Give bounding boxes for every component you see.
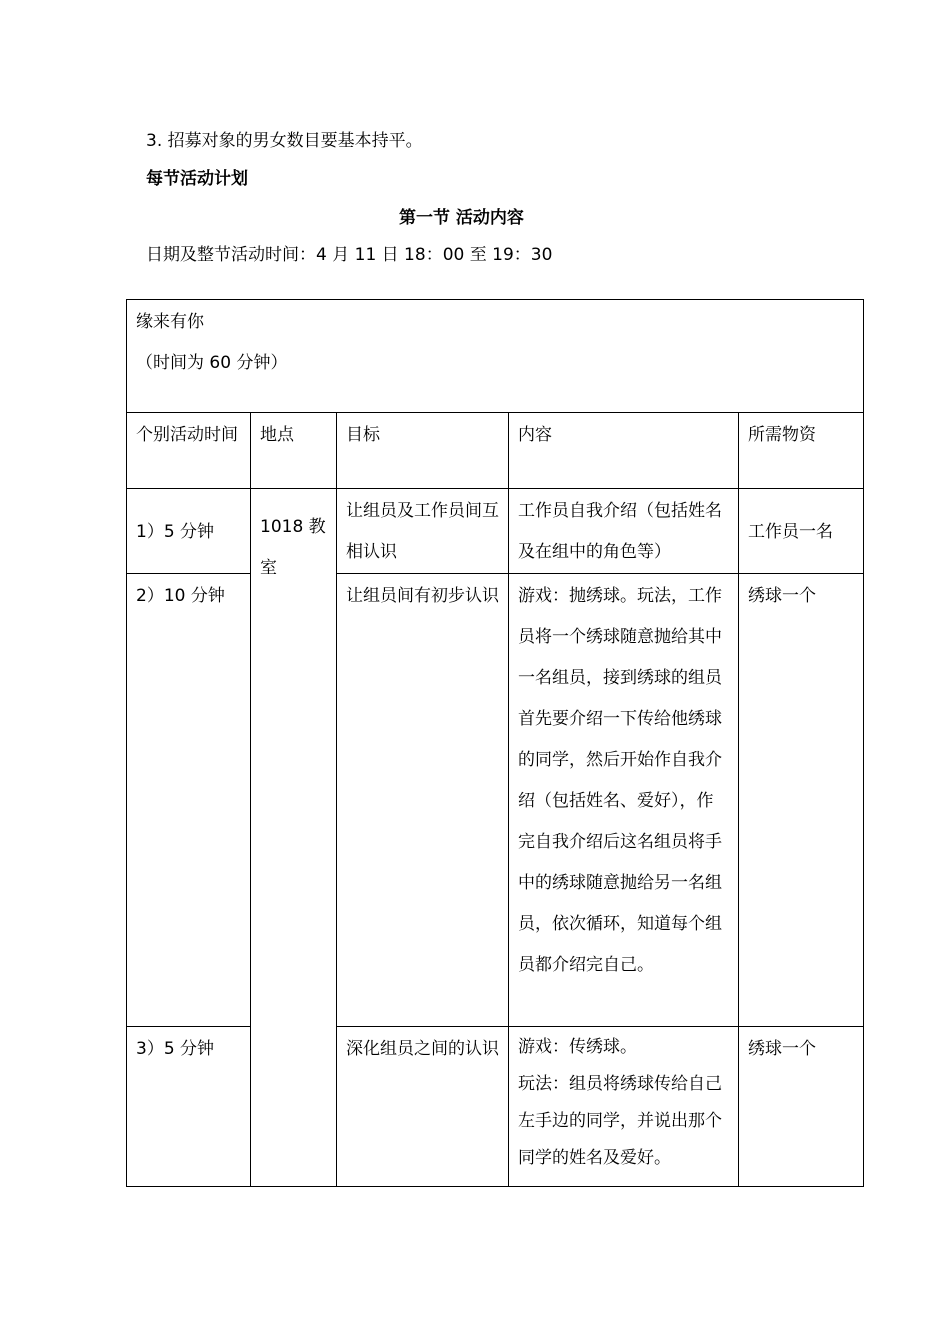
location-cell (251, 489, 337, 1187)
activity-plan-table (126, 299, 864, 1187)
row-time: 1）5 分钟 (127, 489, 251, 574)
col-header-content: 内容 (509, 413, 739, 489)
session-datetime: 日期及整节活动时间：4 月 11 日 18：00 至 19：30 (146, 245, 553, 265)
col-header-materials: 所需物资 (739, 413, 864, 489)
row-time: 2）10 分钟 (127, 574, 251, 1027)
activity-duration: （时间为 60 分钟） (136, 353, 288, 373)
activity-title: 缘来有你 (136, 312, 204, 332)
table-title-cell (127, 300, 864, 413)
table-header-row (127, 413, 864, 489)
col-header-location: 地点 (251, 413, 337, 489)
row-materials: 工作员一名 (739, 489, 864, 574)
row-goal: 深化组员之间的认识 (337, 1027, 509, 1187)
table-row (127, 574, 864, 1027)
row-materials: 绣球一个 (739, 1027, 864, 1187)
section-heading: 每节活动计划 (146, 169, 248, 189)
table-row (127, 489, 864, 574)
list-item-3: 3. 招募对象的男女数目要基本持平。 (146, 131, 423, 151)
row-materials: 绣球一个 (739, 574, 864, 1027)
table-title-row (127, 300, 864, 413)
row-goal: 让组员间有初步认识 (337, 574, 509, 1027)
row-content-cell (509, 1027, 739, 1187)
col-header-goal: 目标 (337, 413, 509, 489)
row-content-line1: 游戏：传绣球。 (518, 1037, 637, 1057)
session-title: 第一节 活动内容 (399, 208, 524, 228)
location-text: 1018 教室 (260, 517, 326, 578)
row-content: 工作员自我介绍（包括姓名及在组中的角色等） (509, 489, 739, 574)
col-header-time: 个别活动时间 (127, 413, 251, 489)
row-content-line2: 玩法：组员将绣球传给自己左手边的同学，并说出那个同学的姓名及爱好。 (518, 1074, 722, 1168)
table-row (127, 1027, 864, 1187)
row-content: 游戏：抛绣球。玩法，工作员将一个绣球随意抛给其中一名组员，接到绣球的组员首先要介绍一下传给他绣球的同学，然后开始作自我介绍（包括姓名、爱好），作完自我介绍后这名组员将手中的绣球随意抛给另一名组员，依次循环，知道每个组员都介绍完自己。 (509, 574, 739, 1027)
row-goal: 让组员及工作员间互相认识 (337, 489, 509, 574)
row-time: 3）5 分钟 (127, 1027, 251, 1187)
